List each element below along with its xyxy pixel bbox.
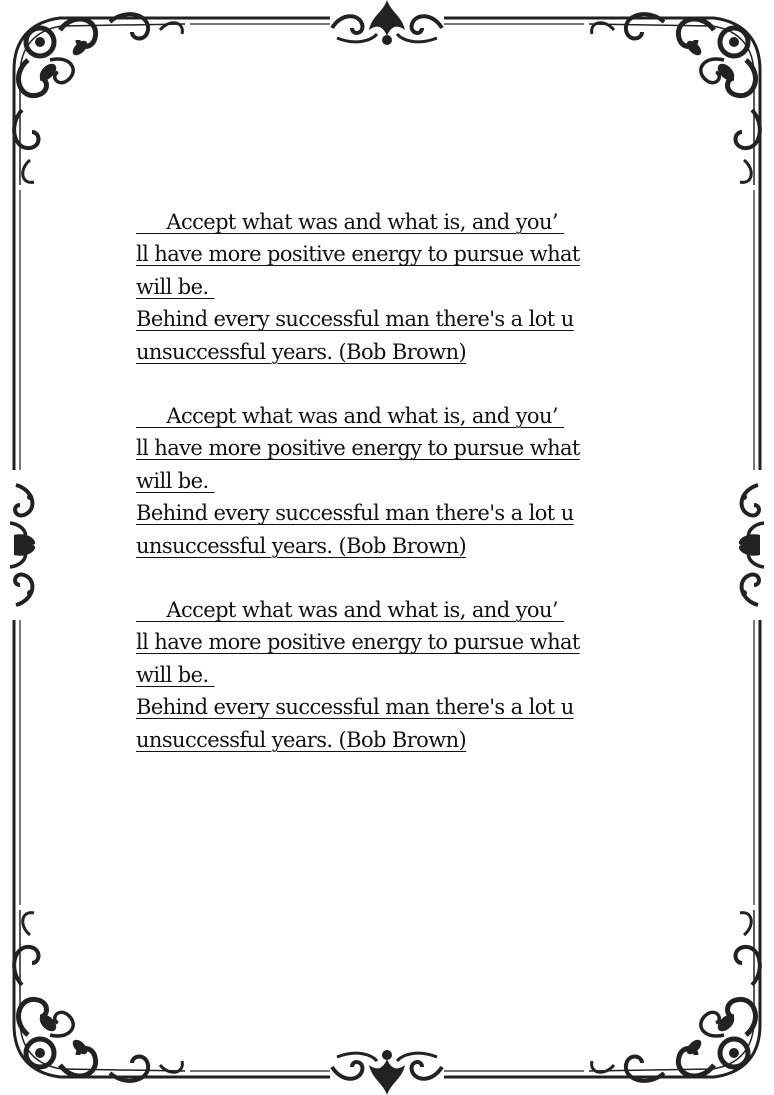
text-line: Behind every successful man there's a lot u bbox=[136, 695, 574, 720]
quote-paragraph bbox=[136, 206, 656, 368]
quote-paragraph bbox=[136, 594, 656, 756]
corner-flourish-icon bbox=[584, 14, 760, 190]
text-line: Accept what was and what is, and you’ bbox=[136, 210, 565, 234]
corner-flourish-icon bbox=[14, 905, 190, 1081]
side-flourish-icon bbox=[739, 485, 764, 605]
text-line: ll have more positive energy to pursue what bbox=[136, 436, 580, 461]
quote-body bbox=[136, 206, 656, 788]
center-flourish-icon bbox=[332, 0, 442, 45]
center-flourish-icon bbox=[332, 1050, 442, 1095]
text-line: unsuccessful years. (Bob Brown) bbox=[136, 533, 467, 558]
text-line: unsuccessful years. (Bob Brown) bbox=[136, 727, 467, 752]
quote-paragraph bbox=[136, 400, 656, 562]
text-line: Accept what was and what is, and you’ bbox=[136, 598, 565, 623]
text-line: Accept what was and what is, and you’ bbox=[136, 404, 565, 429]
text-line: Behind every successful man there's a lot u bbox=[136, 501, 574, 526]
text-line: ll have more positive energy to pursue what bbox=[136, 630, 580, 655]
corner-flourish-icon bbox=[584, 905, 760, 1081]
text-line: Behind every successful man there's a lot u bbox=[136, 307, 574, 332]
text-line: unsuccessful years. (Bob Brown) bbox=[136, 339, 467, 364]
text-line: ll have more positive energy to pursue what bbox=[136, 242, 580, 267]
side-flourish-icon bbox=[10, 485, 35, 605]
text-line: will be. bbox=[136, 468, 215, 493]
text-line: will be. bbox=[136, 274, 215, 299]
text-line: will be. bbox=[136, 662, 215, 687]
corner-flourish-icon bbox=[14, 14, 190, 190]
